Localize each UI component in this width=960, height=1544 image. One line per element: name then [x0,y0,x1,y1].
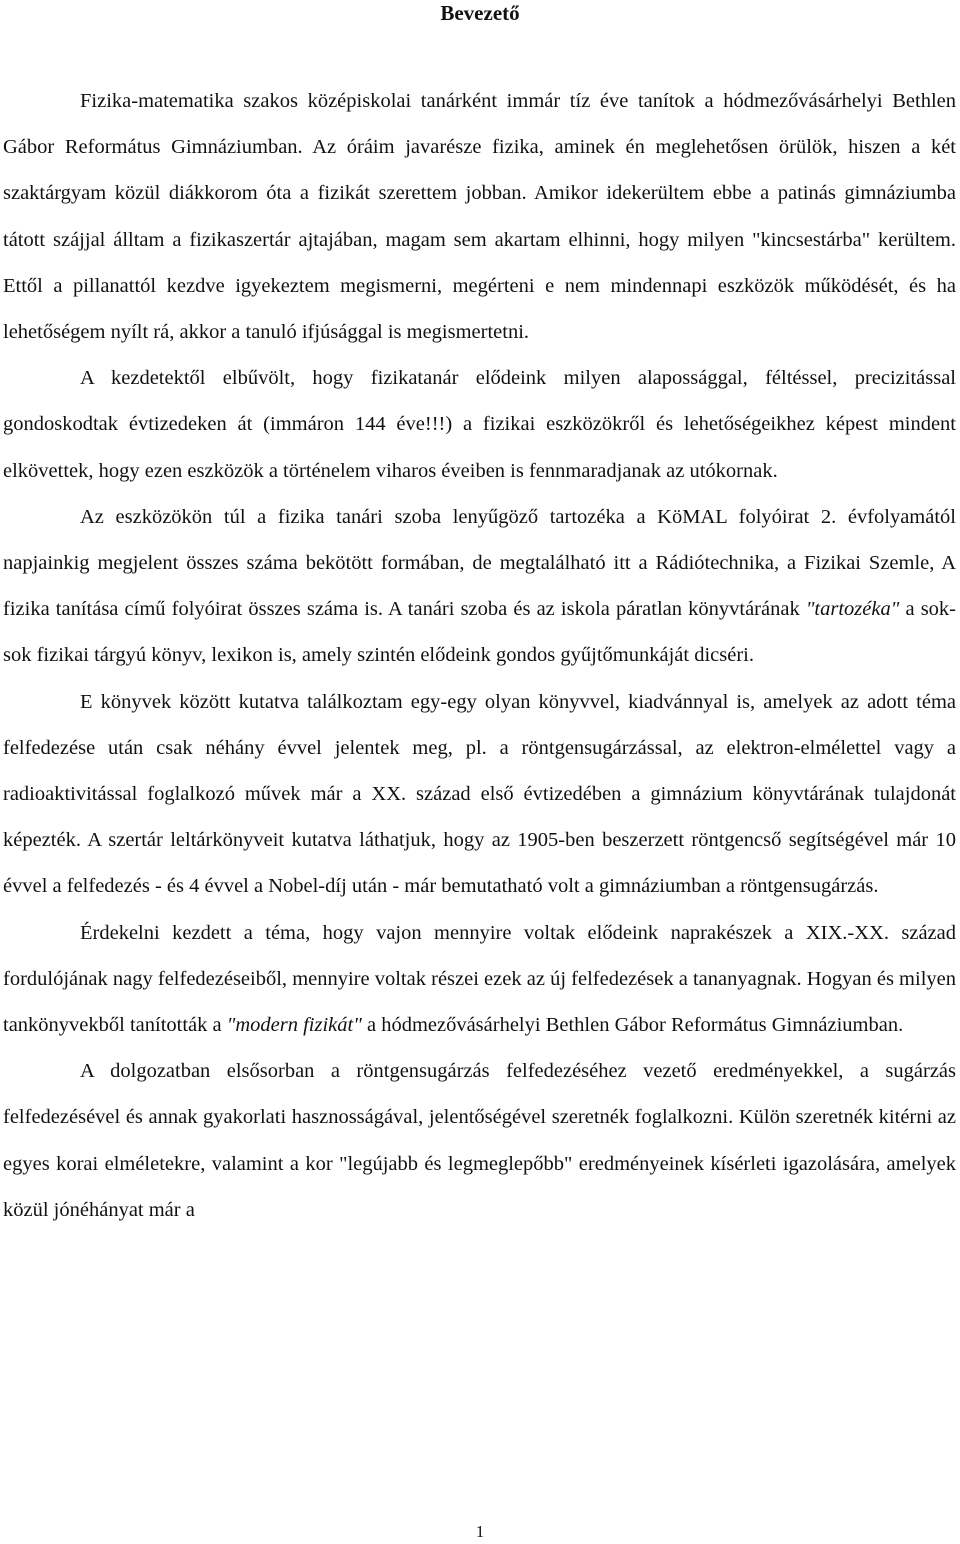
paragraph [3,78,956,355]
body-text [3,78,956,1233]
paragraph [3,355,956,494]
italic-text: "modern fizikát" [226,1014,362,1037]
paragraph [3,1048,956,1233]
paragraph [3,494,956,679]
text-run: a sok-sok fizikai tárgyú könyv, lexikon is, amely szintén elődeink gondos gyűjtőmunkáját dicséri. [3,598,956,667]
paragraph [3,679,956,910]
page-number: 1 [475,1522,485,1541]
text-run: A kezdetektől elbűvölt, hogy fizikatanár elődeink milyen alapossággal, féltéssel, precizitással gondoskodtak évtizedeken át (immáron 144 éve!!!) a fizikai eszközökről és lehetőségeikhez képest mindent elkövettek, hogy ezen eszközök a történelem viharos éveiben is fennmaradjanak az utókornak. [3,367,956,482]
text-run: a hódmezővásárhelyi Bethlen Gábor Református Gimnáziumban. [361,1014,904,1037]
text-run: Fizika-matematika szakos középiskolai tanárként immár tíz éve tanítok a hódmezővásárhelyi Bethlen Gábor Református Gimnáziumban. Az óráim javarésze fizika, aminek én meglehetősen örülök, hiszen a két szaktárgyam közül diákkorom óta a fizikát szerettem jobban. Amikor idekerültem ebbe a patinás gimnáziumba tátott szájjal álltam a fizikaszertár ajtajában, magam sem akartam elhinni, hogy milyen "kincsestárba" kerültem. Ettől a pillanattól kezdve igyekeztem megismerni, megérteni e nem mindennapi eszközök működését, és ha lehetőségem nyílt rá, akkor a tanuló ifjúsággal is megismertetni. [3,90,956,344]
text-run: E könyvek között kutatva találkoztam egy-egy olyan könyvvel, kiadvánnyal is, amelyek az adott téma felfedezése után csak néhány évvel jelentek meg, pl. a röntgensugárzással, az elektron-elmélettel vagy a radioaktivitással foglalkozó művek már a XX. század első évtizedében a gimnázium könyvtárának tulajdonát képezték. A szertár leltárkönyveit kutatva láthatjuk, hogy az 1905-ben beszerzett röntgencső segítségével már 10 évvel a felfedezés - és 4 évvel a Nobel-díj után - már bemutatható volt a gimnáziumban a röntgensugárzás. [3,690,956,898]
text-run: Érdekelni kezdett a téma, hogy vajon mennyire voltak elődeink naprakészek a XIX.-XX. század fordulójának nagy felfedezéseiből, mennyire voltak részei ezek az új felfedezések a tananyagnak. Hogyan és milyen tankönyvekből tanították a [3,921,956,1037]
text-run: A dolgozatban elsősorban a röntgensugárzás felfedezéséhez vezető eredményekkel, a sugárzás felfedezésével és annak gyakorlati hasznosságával, jelentőségével szeretnék foglalkozni. Külön szeretnék kitérni az egyes korai elméletekre, valamint a kor "legújabb és legmeglepőbb" eredményeinek kísérleti igazolására, amelyek közül jónéhányat már a [3,1060,956,1221]
italic-text: "tartozéka" [805,598,900,621]
page-title: Bevezető [440,1,520,25]
paragraph [3,910,956,1049]
text-run: Az eszközökön túl a fizika tanári szoba lenyűgöző tartozéka a KöMAL folyóirat 2. évfolyamától napjainkig megjelent összes száma bekötött formában, de megtalálható itt a Rádiótechnika, a Fizikai Szemle, A fizika tanítása című folyóirat összes száma is. A tanári szoba és az iskola páratlan könyvtárának [3,505,956,621]
